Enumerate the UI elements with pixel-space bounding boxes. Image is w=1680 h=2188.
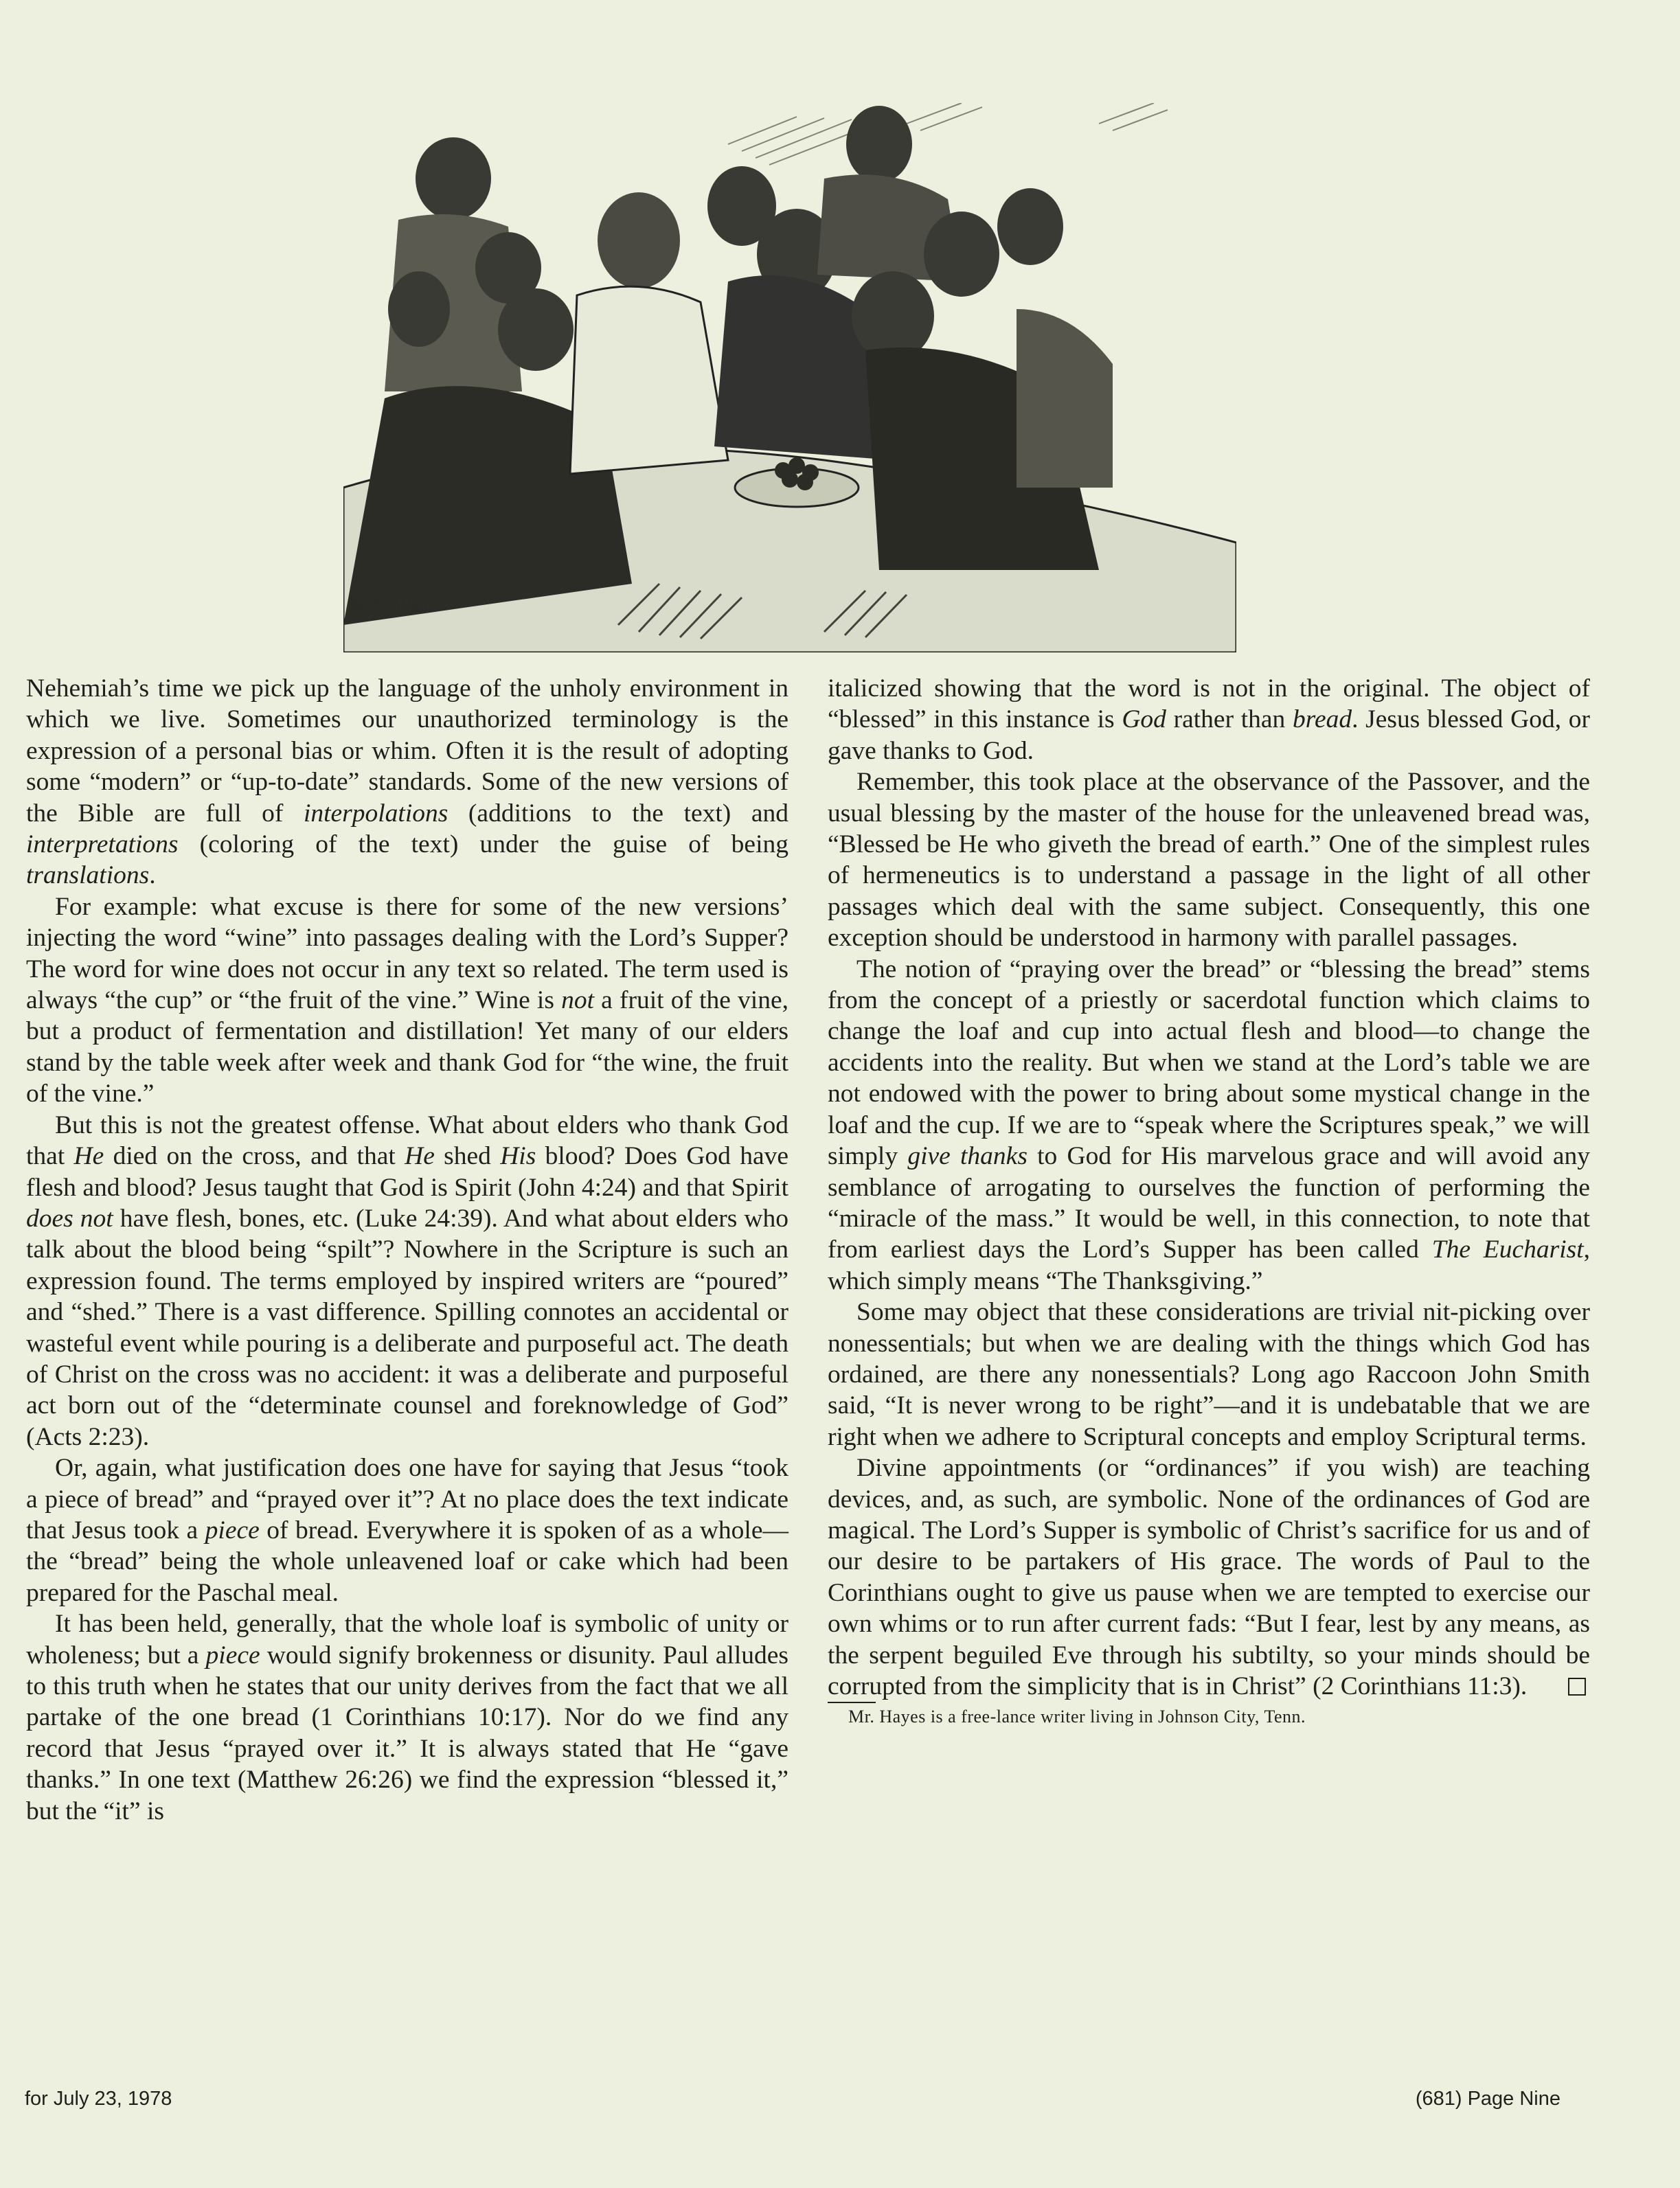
paragraph: The notion of “praying over the bread” or “blessing the bread” stems from the concept of a priestly or sacerdotal function which claims to change the loaf and cup into actual flesh and blood—to change the accidents into the reality. But when we stand at the Lord’s table we are not endowed with the power to bring about some mystical change in the loaf and the cup. If we are to “speak where the Scriptures speak,” we will simply give thanks to God for His marvelous grace and will avoid any semblance of arrogating to ourselves the function of performing the “miracle of the mass.” It would be well, in this connection, to note that from earliest days the Lord’s Supper has been called The Eucharist, which simply means “The Thanksgiving.” (828, 955, 1591, 1295)
page-number: (681) Page Nine (1415, 2088, 1560, 2110)
paragraph: Some may object that these considerations are trivial nit-picking over nonessentials; but when we are dealing with the things which God has ordained, are there any nonessentials? Long ago Raccoon John Smith said, “It is never wrong to be right”—and it is undebatable that we are right when we adhere to Scriptural concepts and employ Scriptural terms. (828, 1298, 1590, 1451)
paragraph: It has been held, generally, that the whole loaf is symbolic of unity or wholeness; but a piece would signify brokenness or disunity. Paul alludes to this truth when he states that our unity derives from the fact that we all partake of the one bread (1 Corinthians 10:17). Nor do we find any record that Jesus “prayed over it.” It is always stated that He “gave thanks.” In one text (Matthew 26:26) we find the expression “blessed it,” but the “it” is (26, 1610, 788, 1825)
author-footnote: Mr. Hayes is a free-lance writer living in Johnson City, Tenn. (848, 1707, 1306, 1727)
paragraph: But this is not the greatest offense. What about elders who thank God that He died on the cross, and that He shed His blood? Does God have flesh and blood? Jesus taught that God is Spirit (John 4:24) and that Spirit does not have flesh, bones, etc. (Luke 24:39). And what about elders who talk about the blood being “spilt”? Nowhere in the Scripture is such an expression found. The terms employed by inspired writers are “poured” and “shed.” There is a vast difference. Spilling connotes an accidental or wasteful event while pouring is a deliberate and purposeful act. The death of Christ on the cross was no accident: it was a deliberate and purposeful act born out of the “determinate counsel and foreknowledge of God” (Acts 2:23). (26, 1110, 788, 1451)
artist-signature: W. S. Allen (350, 595, 428, 615)
illustration-drawing (343, 103, 1236, 652)
paragraph: Divine appointments (or “ordinances” if you wish) are teaching devices, and, as such, are symbolic. None of the ordinances of God are magical. The Lord’s Supper is symbolic of Christ’s sacrifice for us and of our desire to be partakers of His grace. The words of Paul to the Corinthians ought to give us pause when we are tempted to exercise our own whims or to run after current fads: “But I fear, lest by any means, as the serpent beguiled Eve through his subtilty, so your minds should be corrupted from the simplicity that is in Christ” (2 Corinthians 11:3). (828, 1454, 1590, 1700)
paragraph: Nehemiah’s time we pick up the language of the unholy environment in which we live. Sometimes our unauthorized terminology is the expression of a personal bias or whim. Often it is the result of adopting some “modern” or “up-to-date” standards. Some of the new versions of the Bible are full of interpolations (additions to the text) and interpretations (coloring of the text) under the guise of being translations. (26, 674, 788, 890)
end-mark-icon (1568, 1678, 1586, 1696)
footnote-rule (828, 1702, 876, 1703)
paragraph: italicized showing that the word is not in the original. The object of “blessed” in this instance is God rather than bread. Jesus blessed God, or gave thanks to God. (828, 674, 1590, 765)
paragraph: Or, again, what justification does one have for saying that Jesus “took a piece of bread” and “prayed over it”? At no place does the text indicate that Jesus took a piece of bread. Everywhere it is spoken of as a whole—the “bread” being the whole unleavened loaf or cake which had been prepared for the Paschal meal. (26, 1454, 788, 1607)
right-column (828, 673, 1590, 1729)
paragraph: For example: what excuse is there for some of the new versions’ injecting the word “wine” into passages dealing with the Lord’s Supper? The word for wine does not occur in any text so related. The term used is always “the cup” or “the fruit of the vine.” Wine is not a fruit of the vine, but a product of fermentation and distillation! Yet many of our elders stand by the table week after week and thank God for “the wine, the fruit of the vine.” (26, 892, 788, 1108)
last-supper-illustration (343, 103, 1236, 652)
issue-date: for July 23, 1978 (25, 2088, 172, 2110)
left-column (26, 673, 788, 1827)
paragraph: Remember, this took place at the observance of the Passover, and the usual blessing by the master of the house for the unleavened bread was, “Blessed be He who giveth the bread of earth.” One of the simplest rules of hermeneutics is to understand a passage in the light of all other passages which deal with the same subject. Consequently, this one exception should be understood in harmony with parallel passages. (828, 768, 1590, 953)
